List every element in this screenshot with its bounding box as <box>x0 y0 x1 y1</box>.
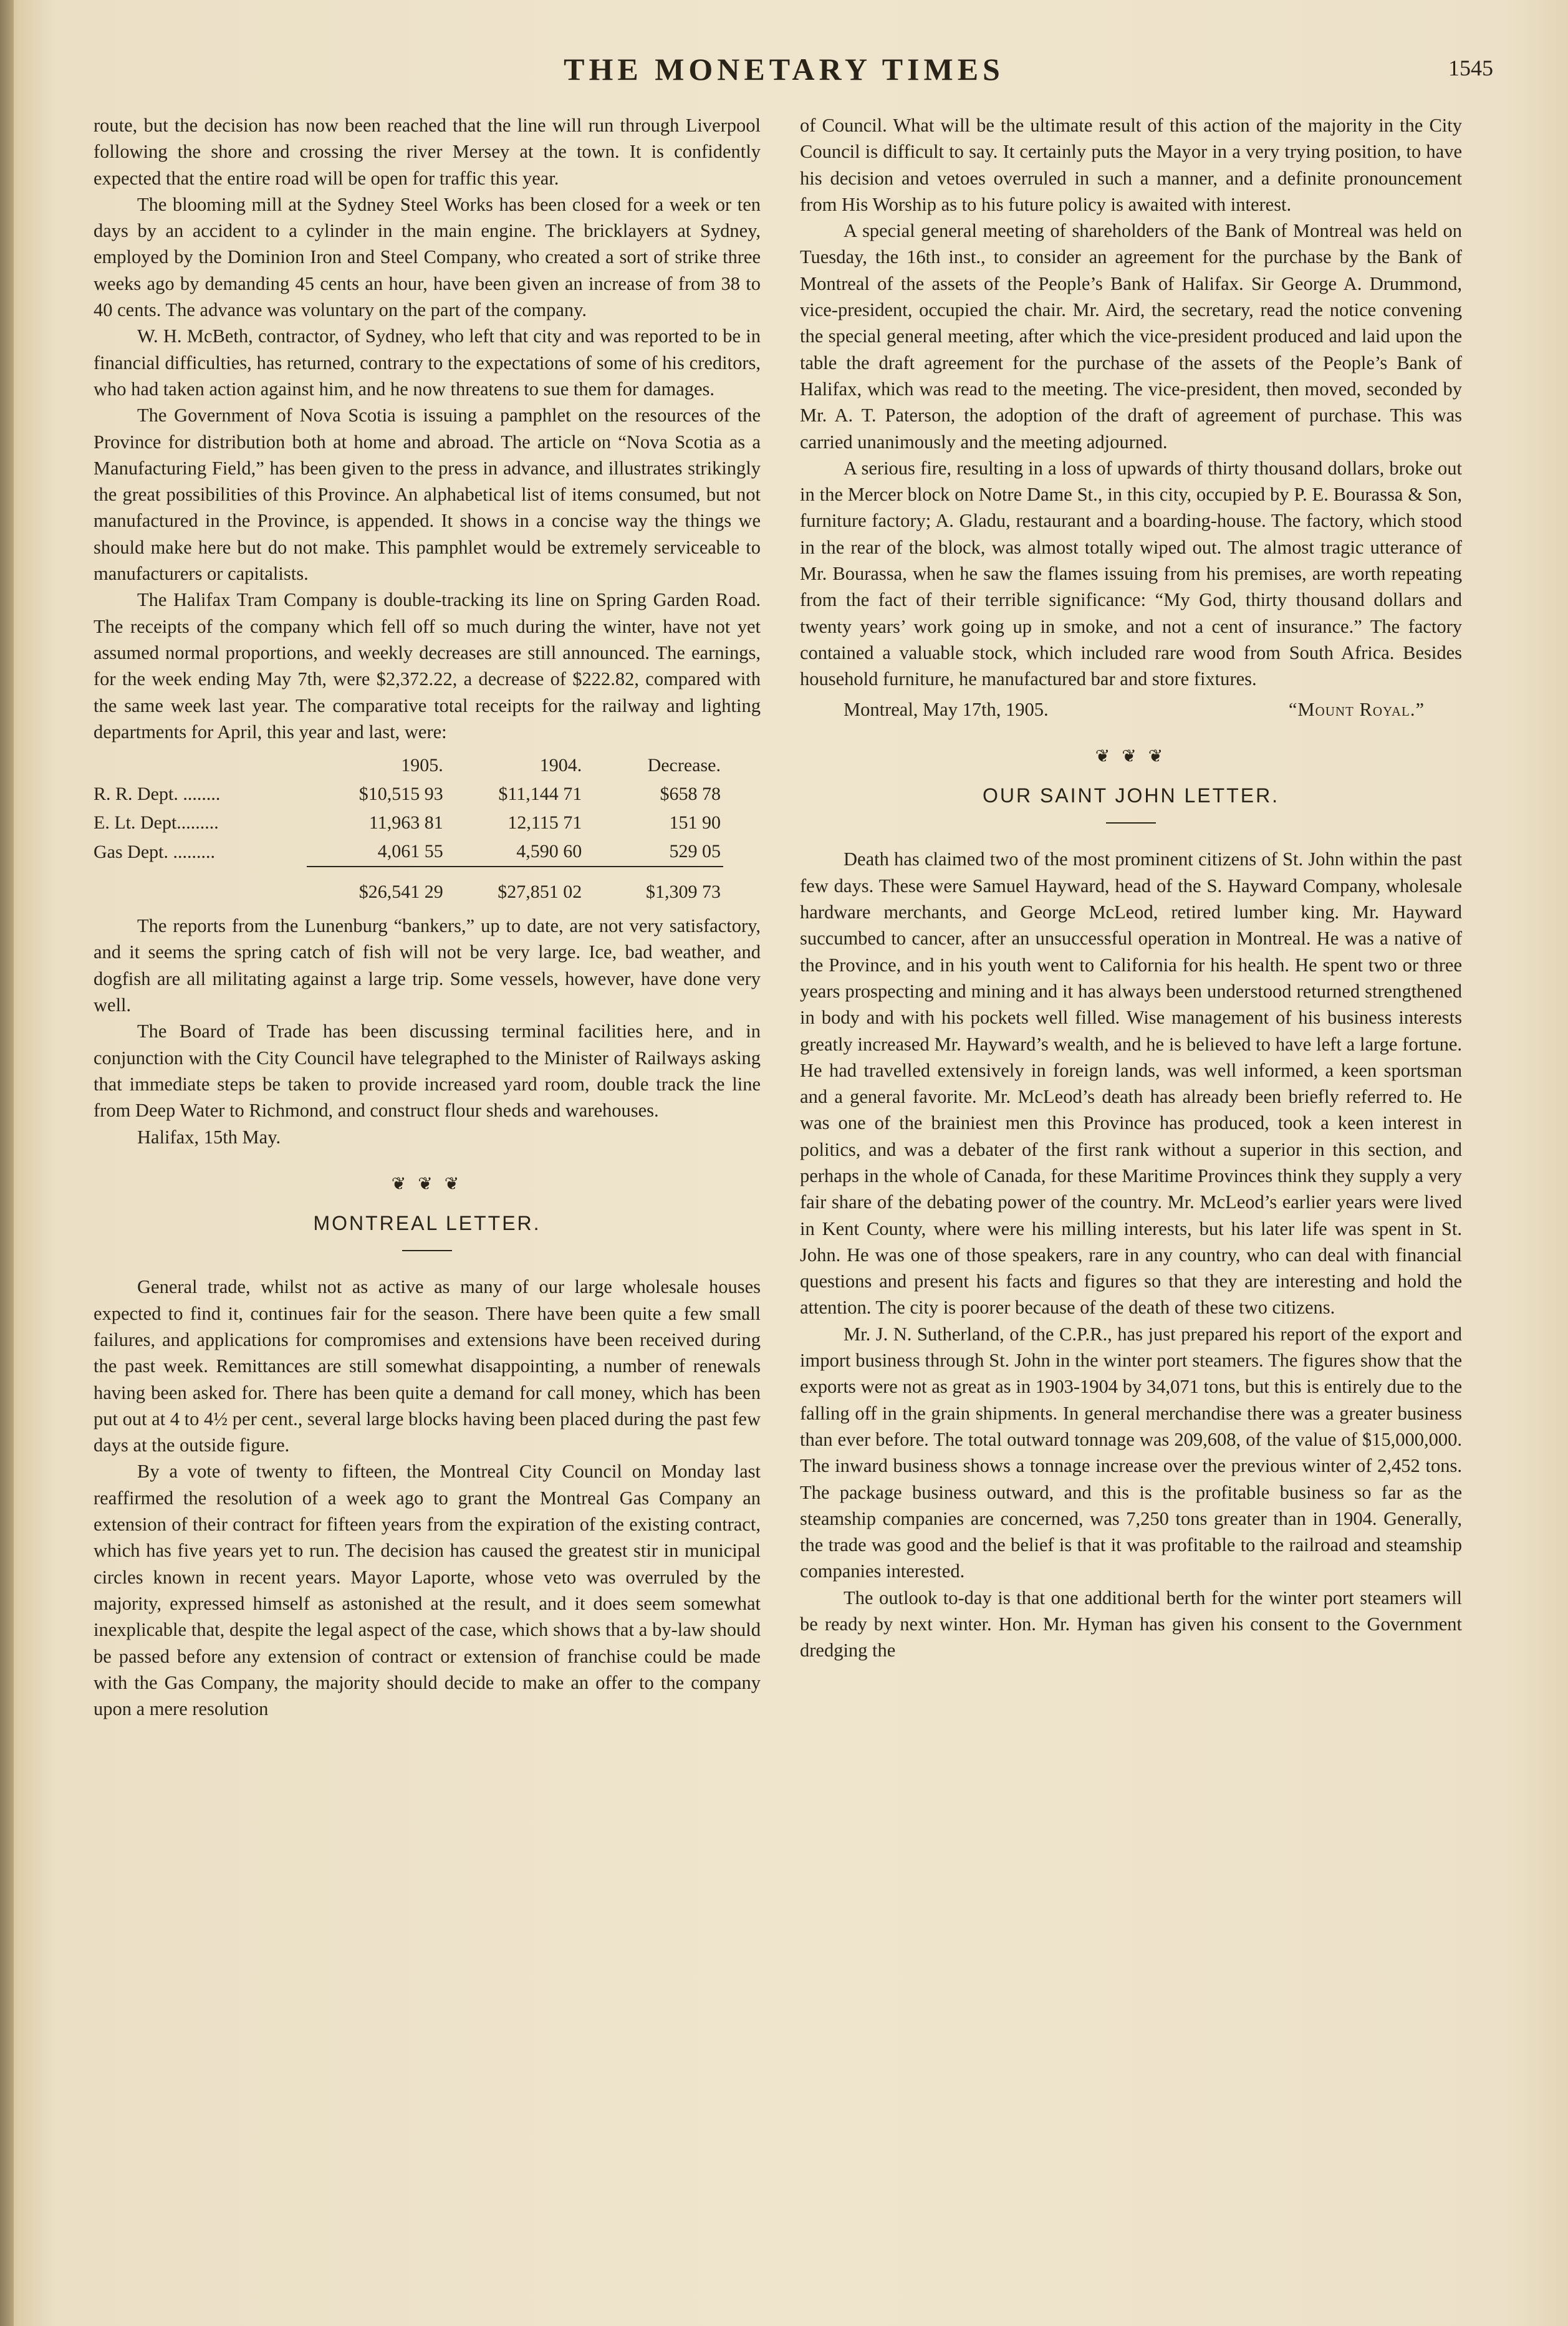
table-cell: $658 78 <box>660 784 721 805</box>
paragraph: The Board of Trade has been discussing terminal facilities here, and in conjunction with the City Council have telegraphed to the Minister of Railways asking that immediate steps be taken to provide increased yard room, double track the line from Deep Water to Richmond, and construct flour sheds and warehouses. <box>94 1021 761 1122</box>
table-cell: E. Lt. Dept......... <box>94 812 219 834</box>
page-binding <box>0 0 14 2326</box>
paragraph: Death has claimed two of the most prominent citizens of St. John within the past few days. These were Samuel Hayward, head of the S. Hayward Company, wholesale hardware merchants, and George McLeod, retired lumber king. Mr. Hayward succumbed to cancer, after an unsuccessful operation in Montreal. He was a native of the Province, and in his youth went to California for his health. He spent two or three years prospecting and mining and it has always been understood returned strengthened in body and with his pockets well filled. Wise management of his business interests greatly increased Mr. Hayward’s wealth, and he is believed to have left a large fortune. He had travelled extensively in foreign lands, was well informed, a keen sportsman and a general favorite. Mr. McLeod’s death has already been briefly referred to. He was one of the brainiest men this Province has produced, took a keen interest in politics, and was a debater of the first rank without a superior in this section, and perhaps in the whole of Canada, for these Maritime Provinces think they supply a very fair share of the debating power of the country. Mr. McLeod’s earlier years were lived in Kent County, where were his milling interests, but his later life was spent in St. John. He was one of those speakers, rare in any country, who can deal with financial questions and present his facts and figures so that they are interesting and hold the attention. The city is poorer because of the death of these two citizens. <box>800 848 1462 1319</box>
paragraph: The Government of Nova Scotia is issuing a pamphlet on the resources of the Province for distribution both at home and abroad. The article on “Nova Scotia as a Manufacturing Field,” has been given to the press in advance, and illustrates strikingly the great possibilities of this Province. An alphabetical list of items consumed, but not manufactured in the Province, is appended. It shows in a concise way the things we should make here but do not make. This pamphlet would be extremely serviceable to manufacturers or capitalists. <box>94 405 761 585</box>
paragraph: A serious fire, resulting in a loss of upwards of thirty thousand dollars, broke out in the Mercer block on Notre Dame St., in this city, occupied by P. E. Bourassa & Son, furniture factory; A. Gladu, restaurant and a boarding-house. The factory, which stood in the rear of the block, was almost totally wiped out. The almost tragic utterance of Mr. Bourassa, when he saw the flames issuing from his premises, are worth repeating from the fact of their terrible significance: “My God, thirty thousand dollars and twenty years’ work going up in smoke, and not a cent of insurance.” The factory contained a valuable stock, which included rare wood from South Africa. Besides household furniture, he manufactured bar and store fixtures. <box>800 457 1462 690</box>
table-row <box>94 809 723 837</box>
paragraph: route, but the decision has now been reached that the line will run through Liverpool following the shore and crossing the river Mersey at the town. It is confidently expected that the entire road will be open for traffic this year. <box>94 115 761 189</box>
table-cell <box>94 867 307 906</box>
table-cell: 529 05 <box>669 841 721 862</box>
section-ornament: ❦ ❦ ❦ <box>391 1174 463 1194</box>
table-cell: $10,515 93 <box>358 784 443 805</box>
paragraph: The outlook to-day is that one additional berth for the winter port steamers will be ready by next winter. Hon. Mr. Hyman has given his consent to the Government dredging the <box>800 1587 1462 1661</box>
heading-rule <box>402 1250 452 1251</box>
table-cell: 151 90 <box>669 812 721 834</box>
paragraph: The reports from the Lunenburg “bankers,” up to date, are not very satisfactory, and it seems the spring catch of fish will not be very large. Ice, bad weather, and dogfish are all militating against a large trip. Some vessels, however, have done very well. <box>94 915 761 1016</box>
table-total: $26,541 29 <box>307 867 445 906</box>
dateline: Halifax, 15th May. <box>137 1126 281 1148</box>
table-cell: Gas Dept. ......... <box>94 841 215 862</box>
table-header: 1904. <box>539 755 582 776</box>
heading-rule <box>1106 822 1156 824</box>
table-cell: 4,061 55 <box>377 841 443 862</box>
paragraph: Mr. J. N. Sutherland, of the C.P.R., has just prepared his report of the export and import business through St. John in the winter port steamers. The figures show that the exports were not as great as in 1903-1904 by 34,071 tons, but this is entirely due to the falling off in the grain shipments. In general merchandise there was a greater business than ever before. The total outward tonnage was 209,608, of the value of $15,000,000. The inward business shows a tonnage increase over the previous winter of 2,452 tons. The package business outward, and this is the profitable business so far as the steamship companies are concerned, was 7,250 tons greater than in 1904. Generally, the trade was good and the belief is that it was profitable to the railroad and steamship companies interested. <box>800 1323 1462 1582</box>
table-cell: 11,963 81 <box>368 812 443 834</box>
right-column <box>800 112 1462 1664</box>
paragraph: By a vote of twenty to fifteen, the Montreal City Council on Monday last reaffirmed the resolution of a week ago to grant the Montreal Gas Company an extension of their contract for fifteen years from the expiration of the existing contract, which has five years yet to run. The decision has caused the greatest stir in municipal circles known in recent years. Mayor Laporte, whose veto was overruled by the majority, expressed himself as astonished at the result, and it does seem somewhat inexplicable that, despite the legal aspect of the case, which shows that a by-law should be passed before any extension of contract or extension of franchise could be made with the Gas Company, the majority should decide to make an offer to the company upon a mere resolution <box>94 1461 761 1720</box>
tram-receipts-table <box>94 751 723 906</box>
correspondent-signature: “Mount Royal.” <box>1288 698 1425 720</box>
paragraph: General trade, whilst not as active as many of our large wholesale houses expected to find it, continues fair for the season. There have been quite a few small failures, and applications for compromises and extensions have been received during the past week. Remittances are still somewhat disappointing, a number of renewals having been asked for. There has been quite a demand for call money, which has been put out at 4 to 4½ per cent., several large blocks having been placed during the past few days at the outside figure. <box>94 1276 761 1456</box>
paragraph: of Council. What will be the ultimate result of this action of the majority in the City Council is difficult to say. It certainly puts the Mayor in a very trying position, to have his decision and vetoes overruled in such a manner, and a definite pronouncement from His Worship as to his future policy is awaited with interest. <box>800 115 1462 215</box>
page-number: 1545 <box>1448 55 1493 80</box>
table-total-row <box>94 867 723 906</box>
table-row <box>94 780 723 809</box>
page-header <box>75 51 1493 95</box>
table-header: Decrease. <box>647 755 721 776</box>
table-header <box>94 751 307 780</box>
paragraph: The Halifax Tram Company is double-tracking its line on Spring Garden Road. The receipts of the company which fell off so much during the winter, have not yet assumed normal proportions, and weekly decreases are still announced. The earnings, for the week ending May 7th, were $2,372.22, a decrease of $222.82, compared with the same week last year. The comparative total receipts for the railway and lighting departments for April, this year and last, were: <box>94 589 761 742</box>
left-column <box>94 112 761 1722</box>
dateline: Montreal, May 17th, 1905. <box>844 698 1049 720</box>
paragraph: W. H. McBeth, contractor, of Sydney, who left that city and was reported to be in financial difficulties, has returned, contrary to the expectations of some of his creditors, who had taken action against him, and he now threatens to sue them for damages. <box>94 325 761 400</box>
table-cell: R. R. Dept. ........ <box>94 784 221 805</box>
paragraph: The blooming mill at the Sydney Steel Works has been closed for a week or ten days by an accident to a cylinder in the main engine. The bricklayers at Sydney, employed by the Dominion Iron and Steel Company, who created a sort of strike three weeks ago by demanding 45 cents an hour, have been given an increase of from 38 to 40 cents. The advance was voluntary on the part of the company. <box>94 193 761 321</box>
table-total: $1,309 73 <box>584 867 723 906</box>
table-header: 1905. <box>401 755 443 776</box>
table-total: $27,851 02 <box>446 867 584 906</box>
table-row <box>94 837 723 867</box>
section-heading: MONTREAL LETTER. <box>313 1212 541 1235</box>
paragraph: A special general meeting of shareholders of the Bank of Montreal was held on Tuesday, the 16th inst., to consider an agreement for the purchase by the Bank of Montreal of the assets of the People’s Bank of Halifax. Sir George A. Drummond, vice-president, occupied the chair. Mr. Aird, the secretary, read the notice convening the special general meeting, after which the vice-president produced and laid upon the table the draft agreement for the purchase of the assets of the People’s Bank of Halifax, which was read to the meeting. The vice-president, then moved, seconded by Mr. A. T. Paterson, the adoption of the draft of agreement of purchase. This was carried unanimously and the meeting adjourned. <box>800 220 1462 453</box>
table-cell: 4,590 60 <box>516 841 582 862</box>
section-ornament: ❦ ❦ ❦ <box>1095 746 1167 766</box>
table-header-row <box>94 751 723 780</box>
masthead-title: THE MONETARY TIMES <box>564 52 1004 87</box>
table-cell: $11,144 71 <box>498 784 582 805</box>
section-heading: OUR SAINT JOHN LETTER. <box>982 784 1280 807</box>
table-cell: 12,115 71 <box>507 812 582 834</box>
signature-row <box>800 696 1462 723</box>
